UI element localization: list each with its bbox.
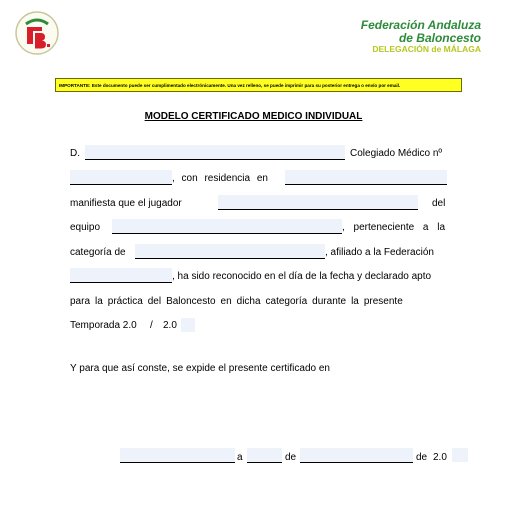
- practica-label: para la práctica del Baloncesto en dicha categoría durante la presente: [70, 296, 403, 307]
- afiliado-label: , afiliado a la Federación: [325, 247, 434, 258]
- federation-field[interactable]: [70, 268, 172, 283]
- category-field[interactable]: [135, 244, 325, 259]
- season-year-field[interactable]: [181, 318, 195, 332]
- de-label-2: de: [416, 452, 428, 463]
- federation-name-line2: de Baloncesto: [398, 30, 481, 45]
- year-prefix: 2.0: [433, 452, 447, 463]
- day-field[interactable]: [247, 448, 282, 463]
- colegiado-number-field[interactable]: [70, 170, 172, 185]
- place-field[interactable]: [120, 448, 235, 463]
- categoria-label: categoría de: [70, 247, 126, 258]
- team-field[interactable]: [112, 219, 342, 234]
- temporada-label: Temporada 2.0: [70, 320, 137, 331]
- del-label: del: [432, 198, 446, 209]
- year-field[interactable]: [452, 448, 468, 462]
- season-slash: /: [150, 320, 153, 331]
- month-field[interactable]: [300, 448, 413, 463]
- federation-logo: [14, 10, 60, 56]
- d-label: D.: [70, 148, 80, 159]
- federation-name-line1: Federación Andaluza: [360, 18, 481, 32]
- conste-label: Y para que así conste, se expide el presente certificado en: [70, 363, 330, 374]
- federation-brand: [361, 19, 481, 54]
- temporada-label-2: 2.0: [163, 320, 177, 331]
- reconocido-label: , ha sido reconocido en el día de la fecha y declarado apto: [172, 271, 432, 282]
- player-name-field[interactable]: [218, 195, 418, 210]
- equipo-label: equipo: [70, 222, 101, 233]
- de-label-1: de: [285, 452, 297, 463]
- doctor-name-field[interactable]: [85, 145, 345, 160]
- important-notice: IMPORTANTE: Este documento puede ser cumplimentado electrónicamente. Una vez relleno, se puede imprimir para su posterior entrega o envío por email.: [55, 78, 462, 92]
- document-title: MODELO CERTIFICADO MEDICO INDIVIDUAL: [144, 111, 363, 122]
- perteneciente-label: , perteneciente a la: [342, 222, 446, 233]
- delegation-name: DELEGACIÓN de MÁLAGA: [372, 44, 481, 55]
- manifiesta-label: manifiesta que el jugador: [70, 198, 182, 209]
- colegiado-label: Colegiado Médico nº: [350, 148, 443, 159]
- residencia-label: , con residencia en: [172, 173, 268, 184]
- residence-field[interactable]: [285, 170, 447, 185]
- a-label: a: [237, 452, 243, 463]
